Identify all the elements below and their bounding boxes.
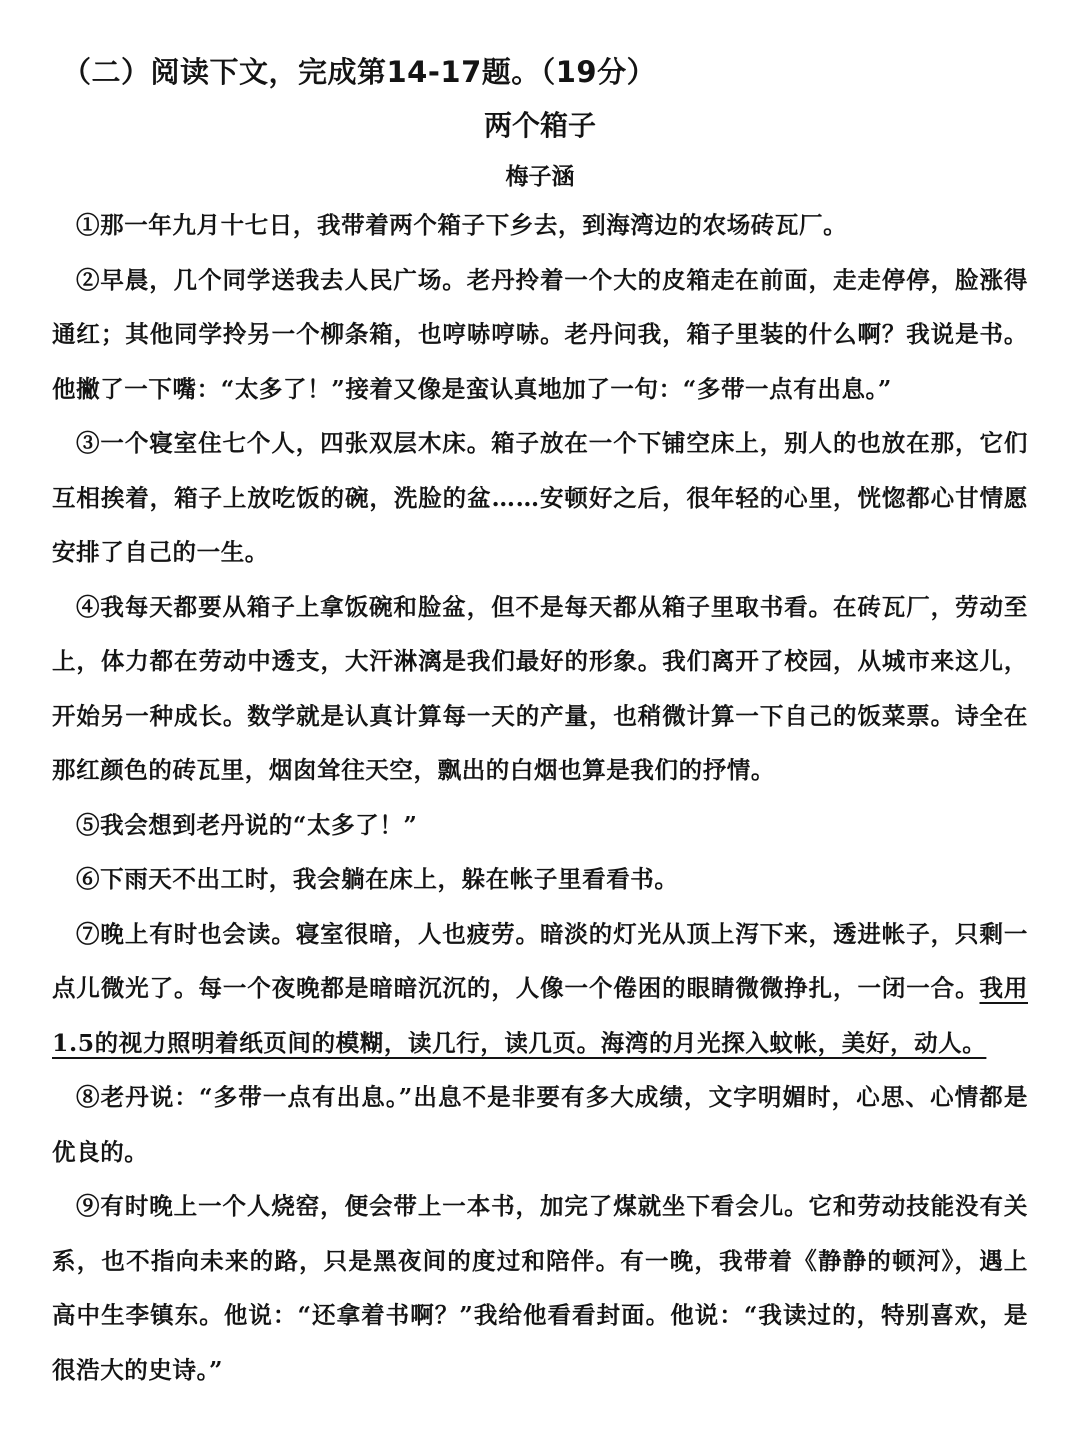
paragraph-7	[52, 907, 1028, 1071]
paragraph-5: ⑤我会想到老丹说的“太多了！”	[76, 810, 418, 839]
section-header: （二）阅读下文，完成第14-17题。（19分）	[62, 55, 657, 89]
paragraph-6: ⑥下雨天不出工时，我会躺在床上，躲在帐子里看看书。	[76, 865, 679, 893]
paragraph-4: ④我每天都要从箱子上拿饭碗和脸盆，但不是每天都从箱子里取书看。在砖瓦厂，劳动至上，体力都在劳动中透支，大汗淋漓是我们最好的形象。我们离开了校园，从城市来这儿，开始另一种成长。数学就是认真计算每一天的产量，也稍微计算一下自己的饭菜票。诗全在那红颜色的砖瓦里，烟囱耸往天空，飘出的白烟也算是我们的抒情。	[52, 592, 1028, 784]
paragraph-3: ③一个寝室住七个人，四张双层木床。箱子放在一个下铺空床上，别人的也放在那，它们互相挨着，箱子上放吃饭的碗，洗脸的盆……安顿好之后，很年轻的心里，恍惚都心甘情愿安排了自己的一生。	[52, 429, 1028, 566]
article-title: 两个箱子	[483, 109, 596, 142]
paragraph-1: ①那一年九月十七日，我带着两个箱子下乡去，到海湾边的农场砖瓦厂。	[76, 211, 848, 239]
article-body	[52, 198, 1028, 1397]
paragraph-2: ②早晨，几个同学送我去人民广场。老丹拎着一个大的皮箱走在前面，走走停停，脸涨得通红；其他同学拎另一个柳条箱，也哼哧哼哧。老丹问我，箱子里装的什么啊？我说是书。他撇了一下嘴：“太多了！”接着又像是蛮认真地加了一句：“多带一点有出息。”	[52, 265, 1028, 403]
paragraph-7-text: ⑦晚上有时也会读。寝室很暗，人也疲劳。暗淡的灯光从顶上泻下来，透进帐子，只剩一点儿微光了。每一个夜晚都是暗暗沉沉的，人像一个倦困的眼睛微微挣扎，一闭一合。	[52, 919, 1028, 1002]
article-author: 梅子涵	[505, 163, 575, 190]
paragraph-7-underlined-sentence: 我用1.5的视力照明着纸页间的模糊，读几行，读几页。海湾的月光探入蚊帐，美好，动人。	[52, 974, 1028, 1057]
paragraph-9: ⑨有时晚上一个人烧窑，便会带上一本书，加完了煤就坐下看会儿。它和劳动技能没有关系，也不指向未来的路，只是黑夜间的度过和陪伴。有一晚，我带着《静静的顿河》，遇上高中生李镇东。他说：“还拿着书啊？”我给他看看封面。他说：“我读过的，特别喜欢，是很浩大的史诗。”	[52, 1192, 1028, 1384]
paragraph-8: ⑧老丹说：“多带一点有出息。”出息不是非要有多大成绩，文字明媚时，心思、心情都是优良的。	[52, 1083, 1028, 1166]
